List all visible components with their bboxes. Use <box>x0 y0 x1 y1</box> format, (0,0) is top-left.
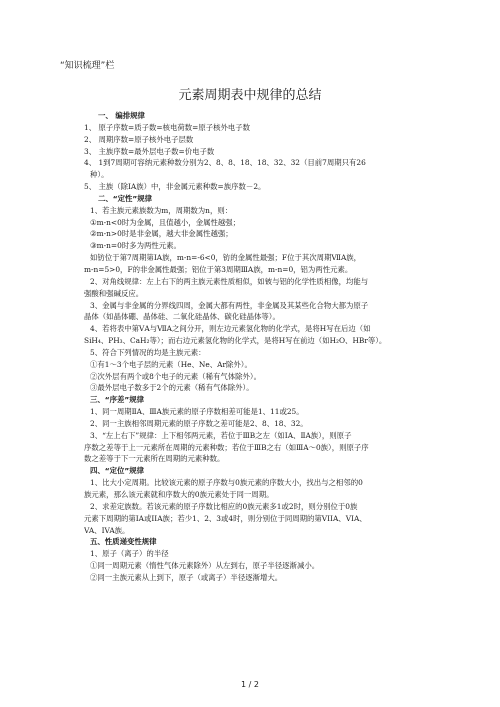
body-line: 4、 1到7周期可容纳元素种数分别为2、8、8、18、18、32、32（目前7周期只有26 <box>84 158 366 168</box>
section-heading: 二、“定性”规律 <box>98 193 153 203</box>
body-line: ③最外层电子数多于2个的元素（稀有气体除外）。 <box>90 383 254 393</box>
body-line: 5、 主族（除ⅠA族）中，非金属元素种数=族序数－2。 <box>84 182 266 192</box>
body-line: 1、原子（离子）的半径 <box>90 549 169 559</box>
body-line: ①同一周期元素（惰性气体元素除外）从左到右，原子半径逐渐减小。 <box>90 561 320 571</box>
body-line: 1、同一周期ⅡA、ⅢA族元素的原子序数相差可能是1、11或25。 <box>90 407 304 417</box>
body-line: 2、同一主族相邻周期元素的原子序数之差可能是2、8、18、32。 <box>90 418 308 428</box>
body-line: 族元素，那么该元素就和序数大的0族元素处于同一周期。 <box>84 490 274 499</box>
body-line: 3、 主族序数=最外层电子数=价电子数 <box>84 146 215 156</box>
body-line: ①m-n<0时为金属，且值越小，金属性越强； <box>90 217 241 227</box>
body-line: 5、符合下列情况的均是主族元素： <box>90 347 206 357</box>
body-line: 1、若主族元素族数为m，周期数为n，则： <box>90 205 233 215</box>
page-title: 元素周期表中规律的总结 <box>178 88 322 103</box>
body-line: 晶体（如晶体硼、晶体硅、二氧化硅晶体、碳化硅晶体等）。 <box>84 312 280 322</box>
body-line: 种）。 <box>90 170 109 180</box>
body-line: m-n=5>0，F的非金属性最强；铝位于第3周期ⅢA族，m-n=0，铝为两性元素。 <box>84 264 353 274</box>
body-line: ②次外层有两个或8个电子的元素（稀有气体除外）。 <box>90 371 261 381</box>
body-line: ③m-n=0时多为两性元素。 <box>90 241 181 251</box>
body-line: 1、 原子序数=质子数=核电荷数=原子核外电子数 <box>84 122 251 132</box>
section-heading: 一、 编排规律 <box>98 111 145 120</box>
body-line: 序数之差等于上一元素所在周期的元素种数；若位于ⅢB之右（如ⅢA～0族），则原子序 <box>84 442 369 452</box>
body-line: 4、若将表中第ⅤA与ⅦA之间分开，则左边元素氢化物的化学式，是将H写在后边（如 <box>90 324 371 334</box>
body-line: ①有1～3个电子层的元素（He、Ne、Ar除外）。 <box>90 359 252 369</box>
body-line: 3、“左上右下”规律：上下相邻两元素，若位于ⅢB之左（如ⅠA、ⅡA族），则原子 <box>90 430 352 440</box>
column-tag: “知识梳理”栏 <box>60 61 115 71</box>
page-number: 1 / 2 <box>241 680 259 689</box>
section-heading: 三、“序差”规律 <box>90 395 145 405</box>
body-line: 2、求差定族数。若该元素的原子序数比相应的0族元素多1或2时，则分别位于0族 <box>90 501 358 511</box>
section-heading: 五、性质递变性规律 <box>90 537 157 547</box>
body-line: 1、比大小定周期。比较该元素的原子序数与0族元素的序数大小，找出与之相邻的0 <box>90 478 363 488</box>
body-line: ②同一主族元素从上到下，原子（或离子）半径逐渐增大。 <box>90 572 283 582</box>
body-line: 2、对角线规律：左上右下的两主族元素性质相似，如铍与铝的化学性质相像，均能与 <box>90 276 369 286</box>
body-line: 2、 周期序数=原子核外电子层数 <box>84 134 194 144</box>
body-line: ②m-n>0时是非金属，越大非金属性越强； <box>90 229 233 239</box>
body-line: 如钫位于第7周期第ⅠA族，m-n=-6<0，钫的金属性最强；F位于其次周期ⅦA族， <box>90 253 362 263</box>
body-line: VA、IVA族。 <box>84 525 130 535</box>
body-line: 元素下周期的第IA或IIA族；若少1、2、3或4时，则分别位于同周期的第VIIA、VIA、 <box>84 513 367 523</box>
section-heading: 四、“定位”规律 <box>90 466 145 476</box>
body-line: 3、金属与非金属的分界线四周，金属大都有两性，非金属及其某些化合物大都为原子 <box>90 300 369 310</box>
document-body <box>84 110 432 584</box>
body-line: SiH₄、PH₃、CaH₂等）；而右边元素氢化物的化学式，是将H写在前边（如H₂O、HBr等）。 <box>84 336 387 346</box>
body-line: 数之差等于下一元素所在周期的元素种数。 <box>84 454 225 464</box>
body-line: 强酸和强碱反应。 <box>84 288 144 298</box>
